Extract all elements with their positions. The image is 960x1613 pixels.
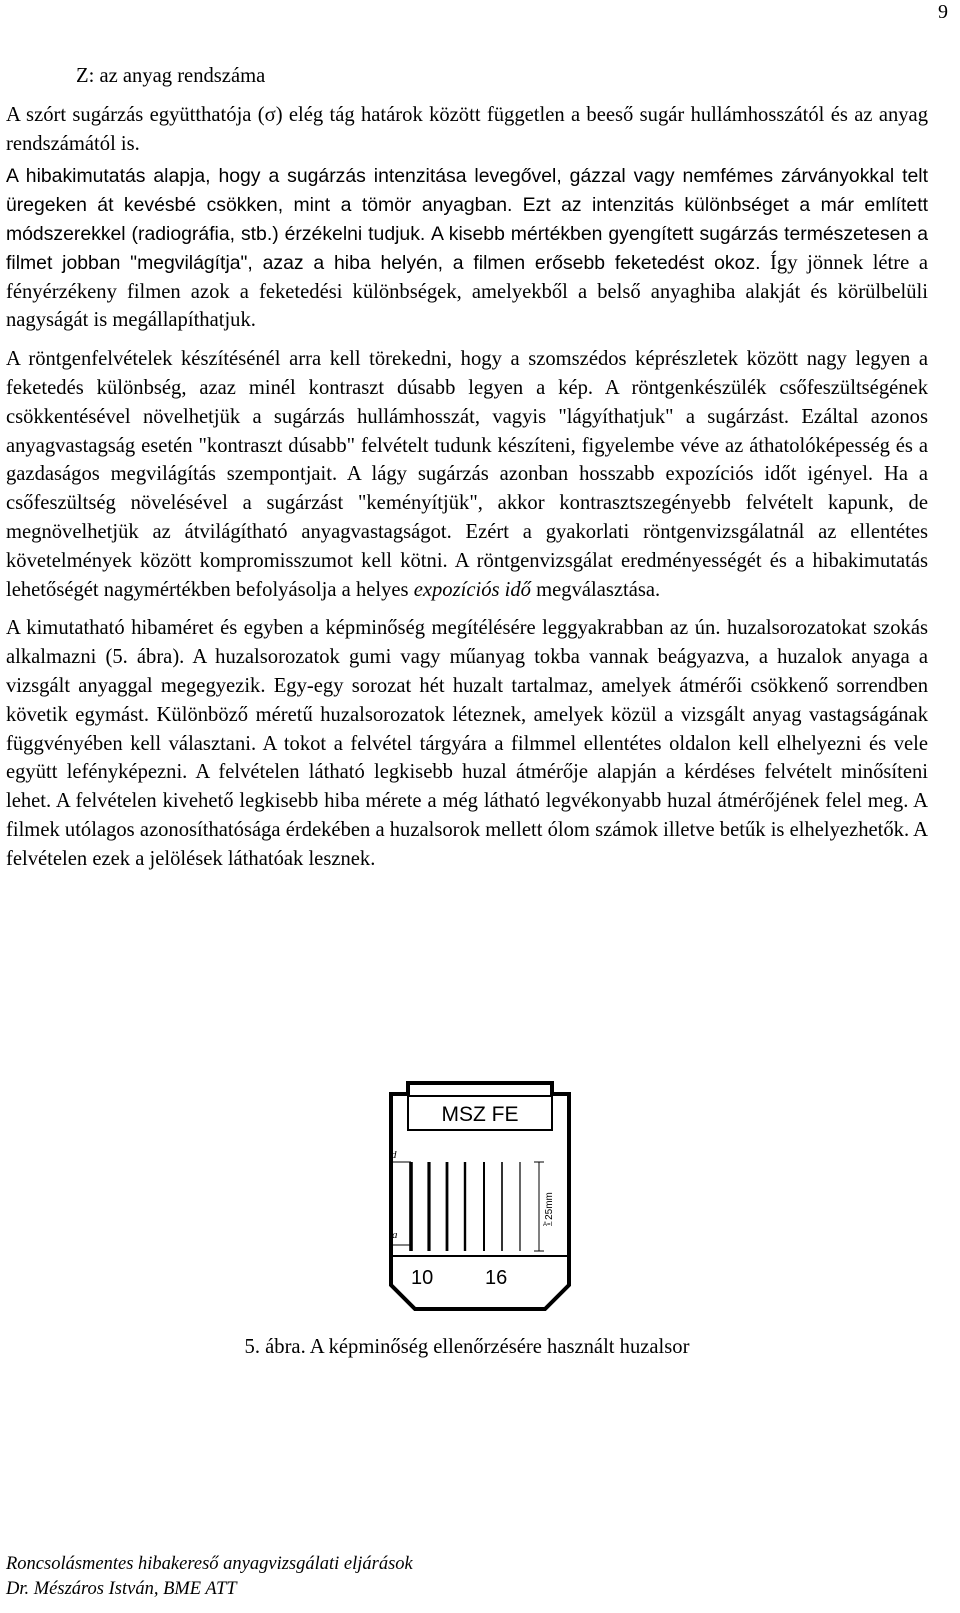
detection-sentence-2: Ezt az intenzitás különbséget a már említett módszerekkel (radiográfia, stb.) érzékelni tudjuk. xyxy=(6,194,928,245)
paragraph-contrast xyxy=(6,345,928,604)
paragraph-sigma: A szórt sugárzás együtthatója (σ) elég tág határok között független a beeső sugár hullámhosszától és az anyag rendszámától is. xyxy=(6,103,928,155)
footer-title: Roncsolásmentes hibakereső anyagvizsgálati eljárások xyxy=(6,1554,413,1574)
document-body xyxy=(6,62,928,874)
detection-sentence-3: A kisebb mértékben gyengített sugárzás természetesen a filmet jobban "megvilágítja", azaz a hiba helyén, a filmen erősebb feketedést okoz. xyxy=(6,222,928,274)
label-d: d xyxy=(391,1149,397,1161)
header-label: MSZ FE xyxy=(441,1103,519,1126)
exposure-time-term: expozíciós idő xyxy=(413,578,531,601)
figure-caption: 5. ábra. A képminőség ellenőrzésére használt huzalsor xyxy=(244,1336,690,1358)
paragraph-wire-series: A kimutatható hibaméret és egyben a képminőség megítélésére leggyakrabban az ún. huzalsorozatokat szokás alkalmazni (5. ábra). A huzalsorozatok gumi vagy műanyag tokba vannak beágyazva, a huzalok anyaga a vizsgált anyaggal megegyezik. Egy-egy sorozat hét huzalt tartalmaz, amelyek átmérői csökkenő sorrendben követik egymást. Különböző méretű huzalsorozatok léteznek, amelyek közül a vizsgált anyag vastagságának függvényében kell választani. A tokot a felvétel tárgyára a filmmel ellentétes oldalon kell elhelyezni és vele együtt lefényképezni. A felvételen látható legkisebb huzal átmérője alapján a kérdéses felvételt minősíteni lehet. A felvételen kivehető legkisebb hiba mérete a még látható legvékonyabb huzal átmérőjének felel meg. A filmek utólagos azonosíthatósága érdekében a huzalsorok mellett ólom számok illetve betűk is elhelyezhetők. A felvételen ezek a jelölések láthatóak lesznek. xyxy=(6,617,928,870)
number-right: 16 xyxy=(485,1267,508,1289)
heading-line: Z: az anyag rendszáma xyxy=(76,65,266,87)
number-left: 10 xyxy=(411,1267,434,1289)
footer-author: Dr. Mészáros István, BME ATT xyxy=(6,1579,237,1599)
label-a: a xyxy=(392,1229,398,1241)
contrast-text: A röntgenfelvételek készítésénél arra kell törekedni, hogy a szomszédos képrészletek között nagy legyen a feketedés különbség, azaz minél kontraszt dúsabb legyen a kép. A röntgenkészülék csőfeszültségének csökkentésével növelhetjük a sugárzás hullámhosszát, vagyis "lágyíthatjuk" a sugárzást. Ezáltal azonos anyagvastagság esetén "kontraszt dúsabb" felvételt tudunk készíteni, figyelembe véve az áthatolóképesség és a gazdaságos megvilágítás szempontjait. A lágy sugárzás azonban hosszabb expozíciós időt igényel. Ha a csőfeszültség növelésével a sugárzást "keményítjük", akkor kontrasztszegényebb felvételt kapunk, de megnövelhetjük az átvilágítható anyagvastagságot. Ezért a gyakorlati röntgenvizsgálatnál az ellentétes követelmények között kompromisszumot kell kötni. A röntgenvizsgálat eredményességét és a hibakimutatás lehetőségét nagymértékben befolyásolja a helyes xyxy=(6,348,928,601)
page-footer xyxy=(6,1552,413,1602)
detection-sentence-4: Így jönnek létre a fényérzékeny filmen azok a feketedési különbségek, amelyekből a belső anyaghiba alakját és körülbelüli nagyságát is megállapíthatjuk. xyxy=(6,251,928,332)
wire-set xyxy=(411,1162,520,1251)
small-label: A=I xyxy=(543,1222,553,1228)
detection-sentence-1: A hibakimutatás alapja, hogy a sugárzás intenzitása levegővel, gázzal vagy nemfémes zárványokkal telt üregeken át kevésbé csökken, mint a tömör anyagban. xyxy=(6,165,928,217)
contrast-end: megválasztása. xyxy=(530,578,661,601)
page-number: 9 xyxy=(938,1,948,23)
paragraph-detection xyxy=(6,162,928,335)
wire-penetrameter-figure xyxy=(380,1080,580,1312)
dimension-label: 25mm xyxy=(544,1192,555,1220)
